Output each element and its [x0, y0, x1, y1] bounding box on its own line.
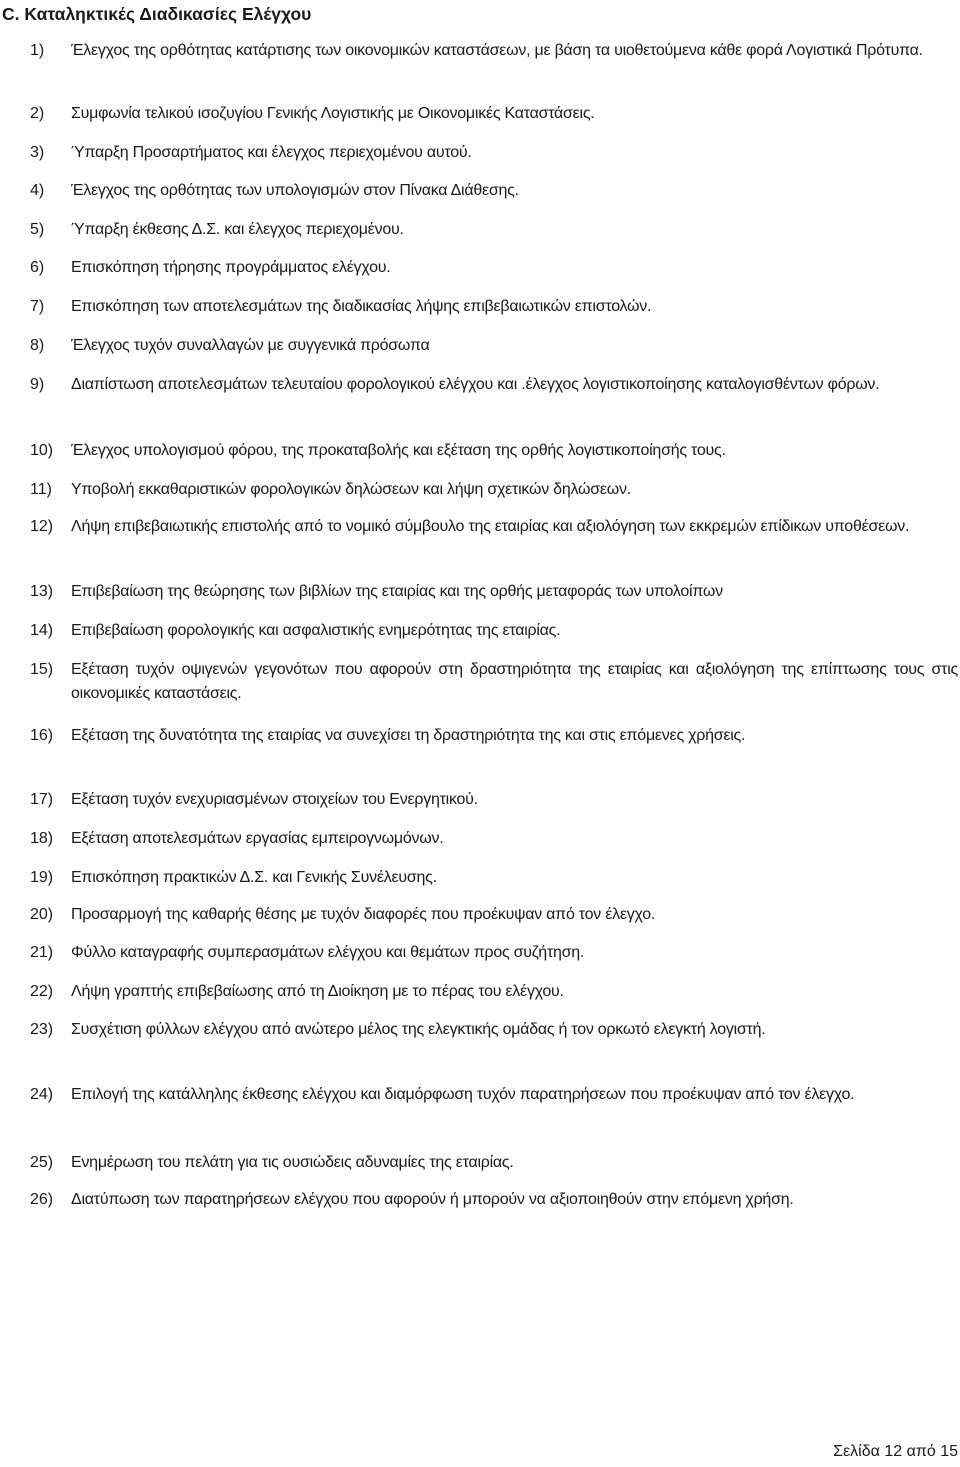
page-number: Σελίδα 12 από 15	[833, 1443, 958, 1460]
item-number: 22)	[30, 983, 54, 1000]
item-text: Έλεγχος υπολογισμού φόρου, της προκαταβολής και εξέταση της ορθής λογιστικοποίησής τους.	[71, 442, 726, 459]
section-heading: C. Καταληκτικές Διαδικασίες Ελέγχου	[2, 4, 312, 24]
item-number: 11)	[30, 481, 52, 498]
item-text: Συμφωνία τελικού ισοζυγίου Γενικής Λογιστικής με Οικονομικές Καταστάσεις.	[71, 105, 595, 122]
item-number: 14)	[30, 622, 54, 639]
item-number: 18)	[30, 830, 54, 847]
item-number: 12)	[30, 518, 54, 535]
item-text: Ύπαρξη Προσαρτήματος και έλεγχος περιεχομένου αυτού.	[71, 144, 472, 161]
item-text: Επισκόπηση των αποτελεσμάτων της διαδικασίας λήψης επιβεβαιωτικών επιστολών.	[71, 298, 652, 315]
item-number: 9)	[30, 376, 45, 393]
item-number: 24)	[30, 1086, 54, 1103]
item-text: Ύπαρξη έκθεσης Δ.Σ. και έλεγχος περιεχομένου.	[71, 221, 404, 238]
item-text: Επισκόπηση τήρησης προγράμματος ελέγχου.	[71, 259, 391, 276]
item-text: Διαπίστωση αποτελεσμάτων τελευταίου φορολογικού ελέγχου και .έλεγχος λογιστικοποίησης καταλογισθέντων φόρων.	[71, 376, 880, 393]
list-item	[30, 256, 958, 280]
item-text: Συσχέτιση φύλλων ελέγχου από ανώτερο μέλος της ελεγκτικής ομάδας ή τον ορκωτό ελεγκτή λογιστή.	[71, 1021, 766, 1038]
item-text: Λήψη επιβεβαιωτικής επιστολής από το νομικό σύμβουλο της εταιρίας και αξιολόγηση των εκκρεμών επίδικων υποθέσεων.	[71, 518, 910, 535]
item-text: Λήψη γραπτής επιβεβαίωσης από τη Διοίκηση με το πέρας του ελέγχου.	[71, 983, 564, 1000]
item-text: Διατύπωση των παρατηρήσεων ελέγχου που αφορούν ή μπορούν να αξιοποιηθούν στην επόμενη χρήση.	[71, 1191, 794, 1208]
item-number: 5)	[30, 221, 45, 238]
list-item	[30, 218, 958, 242]
item-number: 25)	[30, 1154, 54, 1171]
item-text: Επιβεβαίωση φορολογικής και ασφαλιστικής ενημερότητας της εταιρίας.	[71, 622, 561, 639]
list-item	[30, 102, 958, 126]
list-item	[30, 658, 958, 706]
list-item	[30, 724, 958, 748]
item-number: 10)	[30, 442, 54, 459]
item-number: 17)	[30, 791, 54, 808]
list-item	[30, 1083, 958, 1107]
list-item	[30, 619, 958, 643]
list-item	[30, 866, 958, 890]
list-item	[30, 515, 958, 539]
item-number: 16)	[30, 727, 54, 744]
item-number: 13)	[30, 583, 54, 600]
list-item	[30, 179, 958, 203]
list-item	[30, 295, 958, 319]
item-text: Υποβολή εκκαθαριστικών φορολογικών δηλώσεων και λήψη σχετικών δηλώσεων.	[71, 481, 631, 498]
item-number: 7)	[30, 298, 45, 315]
item-text: Επιλογή της κατάλληλης έκθεσης ελέγχου και διαμόρφωση τυχόν παρατηρήσεων που προέκυψαν από τον έλεγχο.	[71, 1086, 855, 1103]
item-number: 26)	[30, 1191, 54, 1208]
item-number: 20)	[30, 906, 54, 923]
item-number: 23)	[30, 1021, 54, 1038]
item-text: Έλεγχος τυχόν συναλλαγών με συγγενικά πρόσωπα	[71, 337, 430, 354]
item-number: 19)	[30, 869, 54, 886]
list-item	[30, 903, 958, 927]
item-text: Έλεγχος της ορθότητας κατάρτισης των οικονομικών καταστάσεων, με βάση τα υιοθετούμενα κάθε φορά Λογιστικά Πρότυπα.	[71, 42, 923, 59]
item-text: Επιβεβαίωση της θεώρησης των βιβλίων της εταιρίας και της ορθής μεταφοράς των υπολοίπων	[71, 583, 723, 600]
item-number: 21)	[30, 944, 54, 961]
item-number: 1)	[30, 42, 45, 59]
list-item	[30, 1151, 958, 1175]
item-number: 3)	[30, 144, 45, 161]
item-text: Εξέταση τυχόν ενεχυριασμένων στοιχείων του Ενεργητικού.	[71, 791, 478, 808]
list-item	[30, 141, 958, 165]
list-item	[30, 1018, 958, 1042]
list-item	[30, 1188, 958, 1212]
item-text: Προσαρμογή της καθαρής θέσης με τυχόν διαφορές που προέκυψαν από τον έλεγχο.	[71, 906, 656, 923]
list-item	[30, 39, 958, 63]
list-item	[30, 373, 958, 397]
item-number: 6)	[30, 259, 45, 276]
list-item	[30, 478, 958, 502]
item-text: Εξέταση της δυνατότητα της εταιρίας να συνεχίσει τη δραστηριότητα της και στις επόμενες χρήσεις.	[71, 727, 746, 744]
item-text: Φύλλο καταγραφής συμπερασμάτων ελέγχου και θεμάτων προς συζήτηση.	[71, 944, 585, 961]
item-number: 8)	[30, 337, 45, 354]
item-text: Επισκόπηση πρακτικών Δ.Σ. και Γενικής Συνέλευσης.	[71, 869, 437, 886]
item-text: Εξέταση αποτελεσμάτων εργασίας εμπειρογνωμόνων.	[71, 830, 444, 847]
list-item	[30, 980, 958, 1004]
list-item	[30, 580, 958, 604]
item-text: Έλεγχος της ορθότητας των υπολογισμών στον Πίνακα Διάθεσης.	[71, 182, 519, 199]
item-text: Εξέταση τυχόν οψιγενών γεγονότων που αφορούν στη δραστηριότητα της εταιρίας και αξιολόγηση της επίπτωσης τους στις οικονομικές καταστάσεις.	[71, 661, 958, 702]
list-item	[30, 827, 958, 851]
item-number: 2)	[30, 105, 45, 122]
list-item	[30, 334, 958, 358]
list-item	[30, 941, 958, 965]
item-text: Ενημέρωση του πελάτη για τις ουσιώδεις αδυναμίες της εταιρίας.	[71, 1154, 514, 1171]
list-item	[30, 439, 958, 463]
item-number: 4)	[30, 182, 45, 199]
item-number: 15)	[30, 661, 54, 678]
list-item	[30, 788, 958, 812]
